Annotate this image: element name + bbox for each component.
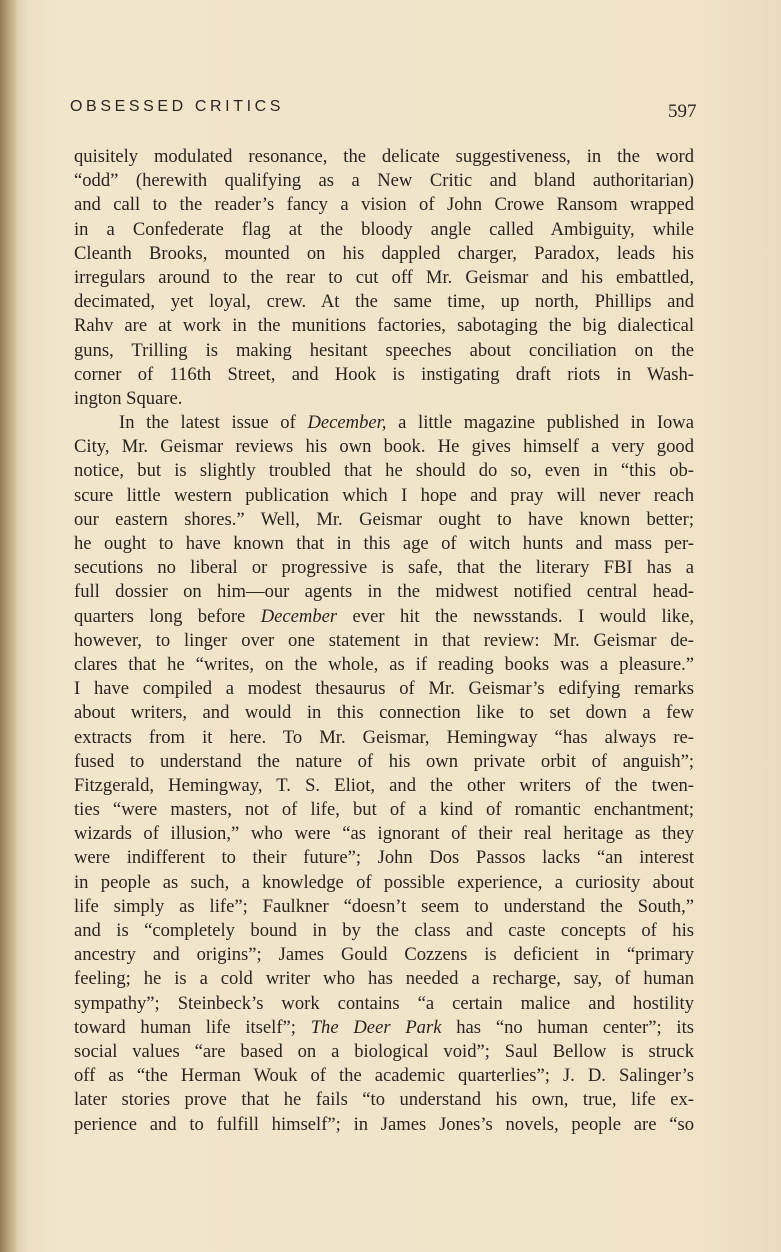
text-line: clares that he “writes, on the whole, as if reading books was a pleasure.”: [74, 653, 694, 675]
text-line: life simply as life”; Faulkner “doesn’t seem to understand the South,”: [74, 895, 694, 917]
text-line: he ought to have known that in this age of witch hunts and mass per-: [74, 533, 694, 554]
text-line-italic: [74, 605, 694, 629]
text-line: ington Square.: [74, 387, 183, 409]
text-line: perience and to fulfill himself”; in James Jones’s novels, people are “so: [74, 1113, 694, 1135]
text-line: later stories prove that he fails “to understand his own, true, life ex-: [74, 1089, 694, 1111]
running-head: OBSESSED CRITICS: [70, 98, 285, 115]
text-line: Cleanth Brooks, mounted on his dappled charger, Paradox, leads his: [74, 242, 694, 264]
text-line: guns, Trilling is making hesitant speeches about conciliation on the: [74, 339, 694, 361]
text-line: wizards of illusion,” who were “as ignorant of their real heritage as they: [74, 823, 694, 845]
text-line: our eastern shores.” Well, Mr. Geismar ought to have known better;: [74, 508, 694, 530]
text-line: extracts from it here. To Mr. Geismar, Hemingway “has always re-: [74, 726, 694, 748]
text-line: full dossier on him—our agents in the midwest notified central head-: [74, 581, 694, 603]
text-line-italic: [74, 1016, 694, 1040]
magazine-title: December,: [307, 412, 387, 434]
text-segment: a little magazine published in Iowa: [386, 412, 694, 434]
magazine-title: December: [260, 605, 338, 627]
text-line: secutions no liberal or progressive is safe, that the literary FBI has a: [74, 557, 694, 579]
text-line-italic: [74, 411, 694, 435]
text-line: “odd” (herewith qualifying as a New Critic and bland authoritarian): [74, 170, 694, 192]
text-line: off as “the Herman Wouk of the academic quarterlies”; J. D. Salinger’s: [74, 1065, 694, 1087]
text-line: social values “are based on a biological void”; Saul Bellow is struck: [74, 1040, 694, 1062]
text-segment: In the latest issue of: [119, 412, 308, 434]
text-line: about writers, and would in this connection like to set down a few: [74, 702, 694, 724]
text-line: ties “were masters, not of life, but of a kind of romantic enchantment;: [74, 799, 694, 821]
text-line: scure little western publication which I hope and pray will never reach: [74, 484, 694, 506]
text-line: Rahv are at work in the munitions factories, sabotaging the big dialectical: [74, 315, 694, 337]
text-line: fused to understand the nature of his own private orbit of anguish”;: [74, 750, 694, 772]
text-line: irregulars around to the rear to cut off Mr. Geismar and his embattled,: [74, 266, 694, 288]
text-line: were indifferent to their future”; John Dos Passos lacks “an interest: [74, 847, 694, 869]
text-line: corner of 116th Street, and Hook is instigating draft riots in Wash-: [74, 363, 694, 385]
text-line: I have compiled a modest thesaurus of Mr. Geismar’s edifying remarks: [74, 678, 694, 700]
text-line: and is “completely bound in by the class and caste concepts of his: [74, 920, 694, 941]
text-segment: ever hit the newsstands. I would like,: [337, 605, 694, 627]
text-line: ancestry and origins”; James Gould Cozzens is deficient in “primary: [74, 944, 694, 966]
text-line: and call to the reader’s fancy a vision of John Crowe Ransom wrapped: [74, 194, 694, 216]
text-line: Fitzgerald, Hemingway, T. S. Eliot, and the other writers of the twen-: [74, 774, 694, 796]
text-line: notice, but is slightly troubled that he should do so, even in “this ob-: [74, 460, 694, 482]
text-line: in people as such, a knowledge of possible experience, a curiosity about: [74, 871, 694, 893]
text-line: feeling; he is a cold writer who has needed a recharge, say, of human: [74, 968, 694, 990]
text-segment: quarters long before: [74, 605, 261, 627]
novel-title: The Deer Park: [310, 1016, 442, 1038]
page-number: 597: [668, 101, 697, 122]
text-line: sympathy”; Steinbeck’s work contains “a certain malice and hostility: [74, 992, 694, 1014]
text-line: decimated, yet loyal, crew. At the same time, up north, Phillips and: [74, 291, 694, 313]
body-text: [74, 145, 694, 1137]
text-segment: toward human life itself”;: [74, 1016, 311, 1038]
page-gutter-shadow: [0, 0, 18, 1252]
text-line: quisitely modulated resonance, the delicate suggestiveness, in the word: [74, 146, 694, 167]
text-line: City, Mr. Geismar reviews his own book. He gives himself a very good: [74, 436, 694, 458]
text-segment: has “no human center”; its: [441, 1016, 694, 1038]
text-line: in a Confederate flag at the bloody angle called Ambiguity, while: [74, 218, 694, 240]
text-line: however, to linger over one statement in that review: Mr. Geismar de-: [74, 629, 694, 651]
